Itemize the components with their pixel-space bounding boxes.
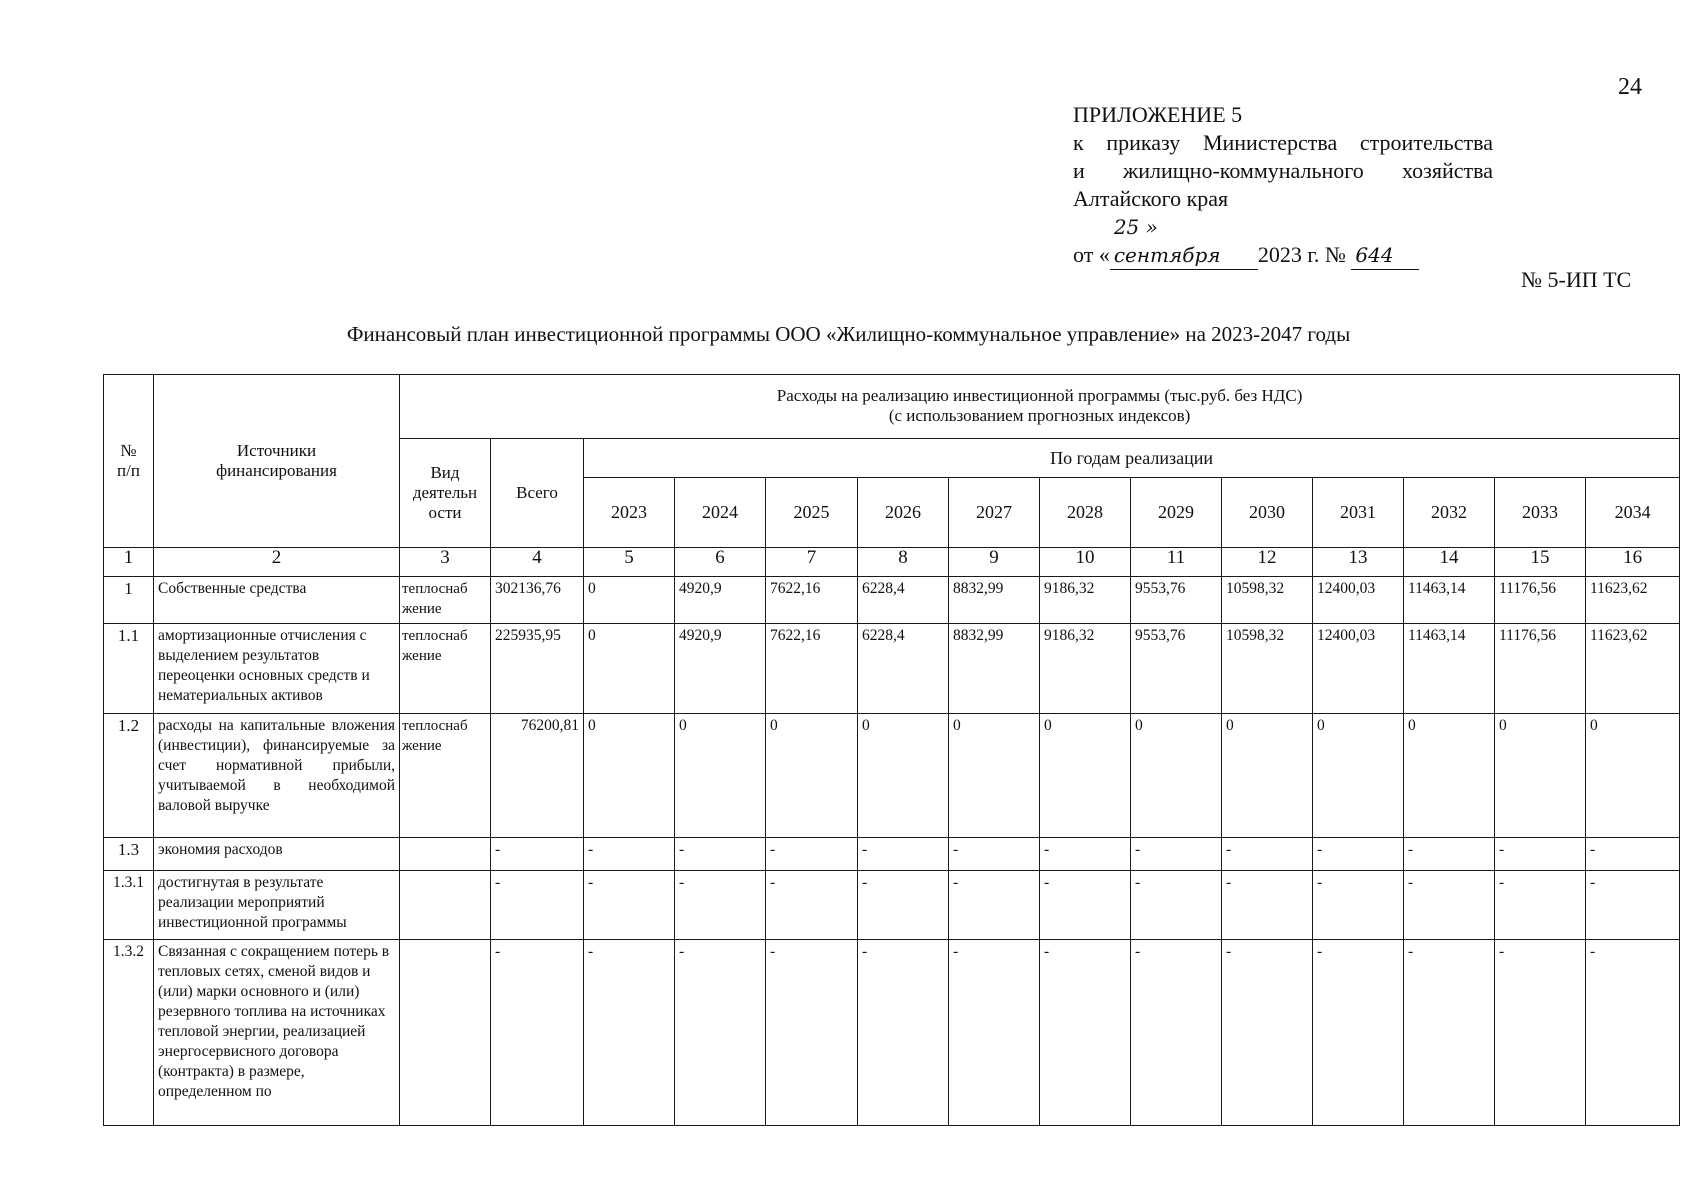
row-source-name-cell: Связанная с сокращением потерь в тепловых сетях, сменой видов и (или) марки основного и (или) резервного топлива на источниках тепловой энергии, реализацией энергосервисного договора (контракта) в размере, определенном по	[154, 939, 400, 1126]
column-index-cell: 5	[584, 547, 675, 576]
row-year-value-cell: 0	[584, 714, 675, 838]
row-number-cell: 1.2	[104, 714, 154, 838]
row-total-cell: 76200,81	[491, 714, 584, 838]
column-index-cell: 4	[491, 547, 584, 576]
row-year-value-cell: 0	[584, 624, 675, 714]
row-year-value-cell: 7622,16	[766, 624, 858, 714]
row-year-value-cell: -	[949, 939, 1040, 1126]
table-row	[104, 577, 1680, 624]
table-row	[104, 714, 1680, 838]
column-index-cell: 1	[104, 547, 154, 576]
row-year-value-cell: -	[1586, 871, 1680, 939]
header-total: Всего	[491, 438, 584, 547]
document-title: Финансовый план инвестиционной программы ООО «Жилищно-коммунальное управление» на 2023-2047 годы	[346, 322, 1351, 346]
column-index-cell: 9	[949, 547, 1040, 576]
appendix-header	[1073, 101, 1493, 270]
row-source-name-cell: достигнутая в результате реализации мероприятий инвестиционной программы	[154, 871, 400, 939]
row-year-value-cell: 9186,32	[1040, 577, 1131, 624]
year-header-cell: 2025	[766, 477, 858, 547]
row-year-value-cell: -	[858, 871, 949, 939]
column-index-cell: 7	[766, 547, 858, 576]
header-expenses: Расходы на реализацию инвестиционной программы (тыс.руб. без НДС) (с использованием прогнозных индексов)	[400, 375, 1680, 439]
row-year-value-cell: -	[1586, 939, 1680, 1126]
row-year-value-cell: -	[675, 871, 766, 939]
year-header-cell: 2030	[1222, 477, 1313, 547]
row-year-value-cell: 9553,76	[1131, 577, 1222, 624]
row-source-name-cell: экономия расходов	[154, 837, 400, 871]
header-by-years: По годам реализации	[584, 438, 1680, 477]
row-year-value-cell: 0	[1040, 714, 1131, 838]
row-number-cell: 1.3	[104, 837, 154, 871]
column-index-cell: 6	[675, 547, 766, 576]
row-year-value-cell: 0	[858, 714, 949, 838]
row-year-value-cell: -	[1040, 939, 1131, 1126]
row-year-value-cell: -	[1131, 871, 1222, 939]
row-year-value-cell: 0	[1404, 714, 1495, 838]
row-year-value-cell: -	[1131, 837, 1222, 871]
column-index-cell: 16	[1586, 547, 1680, 576]
column-index-cell: 10	[1040, 547, 1131, 576]
column-index-cell: 11	[1131, 547, 1222, 576]
row-year-value-cell: -	[766, 871, 858, 939]
table-row	[104, 624, 1680, 714]
row-year-value-cell: -	[949, 837, 1040, 871]
row-year-value-cell: 7622,16	[766, 577, 858, 624]
column-index-cell: 15	[1495, 547, 1586, 576]
row-number-cell: 1.3.1	[104, 871, 154, 939]
row-activity-cell: теплоснаб жение	[400, 714, 491, 838]
row-year-value-cell: -	[766, 837, 858, 871]
header-row-1	[104, 375, 1680, 439]
row-year-value-cell: -	[584, 871, 675, 939]
year-header-cell: 2031	[1313, 477, 1404, 547]
row-year-value-cell: 11623,62	[1586, 577, 1680, 624]
row-year-value-cell: 6228,4	[858, 577, 949, 624]
row-year-value-cell: 11176,56	[1495, 624, 1586, 714]
row-year-value-cell: -	[858, 837, 949, 871]
row-year-value-cell: 12400,03	[1313, 577, 1404, 624]
row-year-value-cell: 0	[1222, 714, 1313, 838]
year-header-cell: 2028	[1040, 477, 1131, 547]
row-activity-cell	[400, 939, 491, 1126]
year-header-cell: 2029	[1131, 477, 1222, 547]
row-year-value-cell: -	[1404, 871, 1495, 939]
column-index-cell: 2	[154, 547, 400, 576]
row-year-value-cell: 0	[949, 714, 1040, 838]
row-year-value-cell: -	[1222, 939, 1313, 1126]
row-year-value-cell: -	[949, 871, 1040, 939]
row-year-value-cell: 10598,32	[1222, 577, 1313, 624]
row-year-value-cell: 0	[1586, 714, 1680, 838]
row-year-value-cell: -	[1495, 837, 1586, 871]
row-year-value-cell: -	[766, 939, 858, 1126]
column-index-cell: 8	[858, 547, 949, 576]
row-year-value-cell: 8832,99	[949, 577, 1040, 624]
year-header-cell: 2026	[858, 477, 949, 547]
table-row	[104, 939, 1680, 1126]
row-year-value-cell: -	[1222, 837, 1313, 871]
appendix-date-line: от «25 » сентября 2023 г. № 644	[1073, 213, 1493, 270]
row-year-value-cell: -	[1040, 871, 1131, 939]
row-total-cell: -	[491, 871, 584, 939]
row-year-value-cell: -	[584, 939, 675, 1126]
row-year-value-cell: -	[1313, 837, 1404, 871]
year-header-cell: 2027	[949, 477, 1040, 547]
row-year-value-cell: 0	[675, 714, 766, 838]
row-year-value-cell: -	[675, 939, 766, 1126]
appendix-line-2: и жилищно-коммунального хозяйства	[1073, 158, 1493, 183]
year-header-cell: 2033	[1495, 477, 1586, 547]
row-year-value-cell: 11463,14	[1404, 577, 1495, 624]
row-year-value-cell: -	[1131, 939, 1222, 1126]
row-year-value-cell: 0	[766, 714, 858, 838]
header-num: № п/п	[104, 375, 154, 548]
row-year-value-cell: -	[1222, 871, 1313, 939]
row-year-value-cell: 4920,9	[675, 577, 766, 624]
row-year-value-cell: 6228,4	[858, 624, 949, 714]
row-total-cell: -	[491, 837, 584, 871]
row-source-name-cell: расходы на капитальные вложения (инвестиции), финансируемые за счет нормативной прибыли, учитываемой в необходимой валовой выручке	[154, 714, 400, 838]
year-header-cell: 2032	[1404, 477, 1495, 547]
handwritten-order-number: 644	[1351, 241, 1419, 270]
row-number-cell: 1.3.2	[104, 939, 154, 1126]
row-year-value-cell: 11463,14	[1404, 624, 1495, 714]
column-index-cell: 12	[1222, 547, 1313, 576]
row-year-value-cell: 0	[1313, 714, 1404, 838]
row-total-cell: 302136,76	[491, 577, 584, 624]
row-year-value-cell: 8832,99	[949, 624, 1040, 714]
row-activity-cell: теплоснаб жение	[400, 624, 491, 714]
row-number-cell: 1	[104, 577, 154, 624]
row-year-value-cell: -	[1404, 939, 1495, 1126]
row-year-value-cell: 9186,32	[1040, 624, 1131, 714]
row-year-value-cell: 0	[584, 577, 675, 624]
appendix-title: ПРИЛОЖЕНИЕ 5	[1073, 102, 1243, 127]
row-source-name-cell: амортизационные отчисления с выделением результатов переоценки основных средств и нематериальных активов	[154, 624, 400, 714]
row-source-name-cell: Собственные средства	[154, 577, 400, 624]
year-header-cell: 2034	[1586, 477, 1680, 547]
financial-plan-table	[103, 374, 1680, 1126]
header-sources: Источники финансирования	[154, 375, 400, 548]
row-year-value-cell: 4920,9	[675, 624, 766, 714]
year-header-cell: 2024	[675, 477, 766, 547]
row-year-value-cell: 12400,03	[1313, 624, 1404, 714]
column-index-cell: 3	[400, 547, 491, 576]
row-year-value-cell: -	[1586, 837, 1680, 871]
column-index-cell: 13	[1313, 547, 1404, 576]
row-year-value-cell: -	[1495, 939, 1586, 1126]
column-index-row	[104, 547, 1680, 576]
appendix-line-1: к приказу Министерства строительства	[1073, 130, 1493, 155]
page-number: 24	[1618, 74, 1642, 100]
row-year-value-cell: 11623,62	[1586, 624, 1680, 714]
row-year-value-cell: -	[1404, 837, 1495, 871]
row-year-value-cell: 0	[1131, 714, 1222, 838]
row-total-cell: -	[491, 939, 584, 1126]
row-activity-cell: теплоснаб жение	[400, 577, 491, 624]
row-year-value-cell: -	[1495, 871, 1586, 939]
table-row	[104, 837, 1680, 871]
form-code: № 5-ИП ТС	[1521, 267, 1632, 292]
row-number-cell: 1.1	[104, 624, 154, 714]
row-activity-cell	[400, 871, 491, 939]
row-year-value-cell: -	[584, 837, 675, 871]
row-year-value-cell: -	[1040, 837, 1131, 871]
row-year-value-cell: -	[1313, 871, 1404, 939]
column-index-cell: 14	[1404, 547, 1495, 576]
row-year-value-cell: 0	[1495, 714, 1586, 838]
row-year-value-cell: 11176,56	[1495, 577, 1586, 624]
row-year-value-cell: -	[1313, 939, 1404, 1126]
row-total-cell: 225935,95	[491, 624, 584, 714]
row-year-value-cell: -	[858, 939, 949, 1126]
row-activity-cell	[400, 837, 491, 871]
row-year-value-cell: -	[675, 837, 766, 871]
table-row	[104, 871, 1680, 939]
year-header-cell: 2023	[584, 477, 675, 547]
row-year-value-cell: 10598,32	[1222, 624, 1313, 714]
header-activity: Вид деятельн ости	[400, 438, 491, 547]
handwritten-date: 25 » сентября	[1110, 213, 1258, 270]
appendix-line-3: Алтайского края	[1073, 186, 1229, 211]
row-year-value-cell: 9553,76	[1131, 624, 1222, 714]
